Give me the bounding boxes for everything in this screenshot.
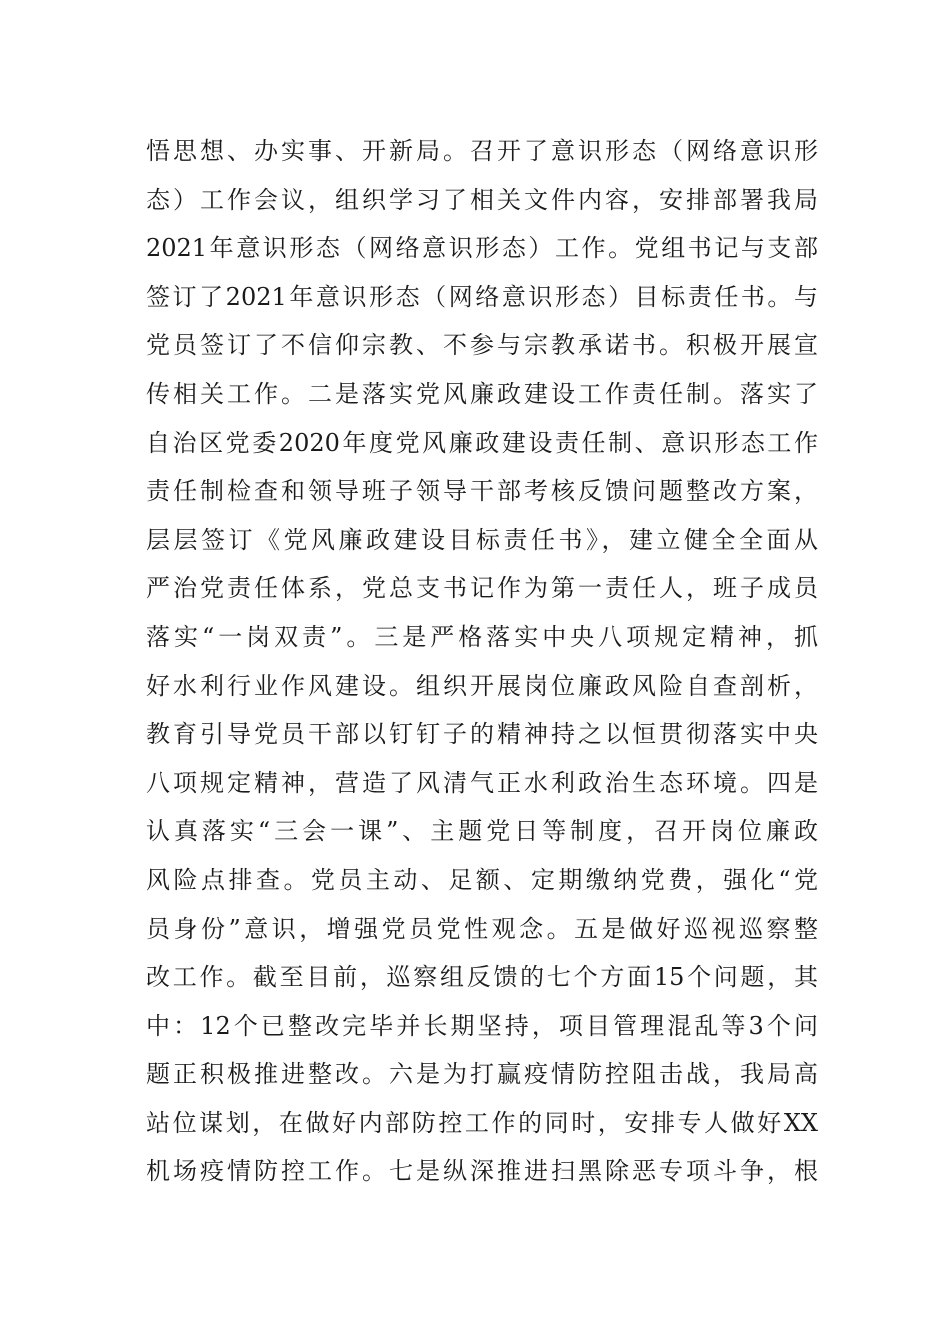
text-line-3: 2021年意识形态（网络意识形态）工作。党组书记与支部 <box>146 234 818 263</box>
text-line-22: 机场疫情防控工作。七是纵深推进扫黑除恶专项斗争，根 <box>146 1157 818 1186</box>
text-line-10: 严治党责任体系，党总支书记作为第一责任人，班子成员 <box>146 574 818 603</box>
text-line-17: 员身份”意识，增强党员党性观念。五是做好巡视巡察整 <box>146 914 818 943</box>
text-line-7: 自治区党委2020年度党风廉政建设责任制、意识形态工作 <box>146 428 818 457</box>
text-line-15: 认真落实“三会一课”、主题党日等制度，召开岗位廉政 <box>146 817 818 846</box>
text-line-21: 站位谋划，在做好内部防控工作的同时，安排专人做好XX <box>146 1108 818 1137</box>
text-line-1: 悟思想、办实事、开新局。召开了意识形态（网络意识形 <box>146 137 818 165</box>
text-line-19: 中：12个已整改完毕并长期坚持，项目管理混乱等3个问 <box>146 1011 818 1040</box>
body-text <box>146 127 818 1196</box>
text-line-5: 党员签订了不信仰宗教、不参与宗教承诺书。积极开展宣 <box>146 331 818 360</box>
text-line-14: 八项规定精神，营造了风清气正水利政治生态环境。四是 <box>146 768 818 797</box>
text-line-4: 签订了2021年意识形态（网络意识形态）目标责任书。与 <box>146 282 818 311</box>
text-line-18: 改工作。截至目前，巡察组反馈的七个方面15个问题，其 <box>146 963 818 992</box>
text-line-11: 落实“一岗双责”。三是严格落实中央八项规定精神，抓 <box>146 622 818 651</box>
text-line-16: 风险点排查。党员主动、足额、定期缴纳党费，强化“党 <box>146 865 818 894</box>
text-line-8: 责任制检查和领导班子领导干部考核反馈问题整改方案， <box>146 477 818 506</box>
text-line-6: 传相关工作。二是落实党风廉政建设工作责任制。落实了 <box>146 379 818 408</box>
text-line-20: 题正积极推进整改。六是为打赢疫情防控阻击战，我局高 <box>146 1060 818 1089</box>
text-line-9: 层层签订《党风廉政建设目标责任书》，建立健全全面从 <box>146 525 818 554</box>
text-line-12: 好水利行业作风建设。组织开展岗位廉政风险自查剖析， <box>146 671 818 700</box>
text-line-13: 教育引导党员干部以钉钉子的精神持之以恒贯彻落实中央 <box>146 720 818 749</box>
text-line-2: 态）工作会议，组织学习了相关文件内容，安排部署我局 <box>146 185 818 214</box>
